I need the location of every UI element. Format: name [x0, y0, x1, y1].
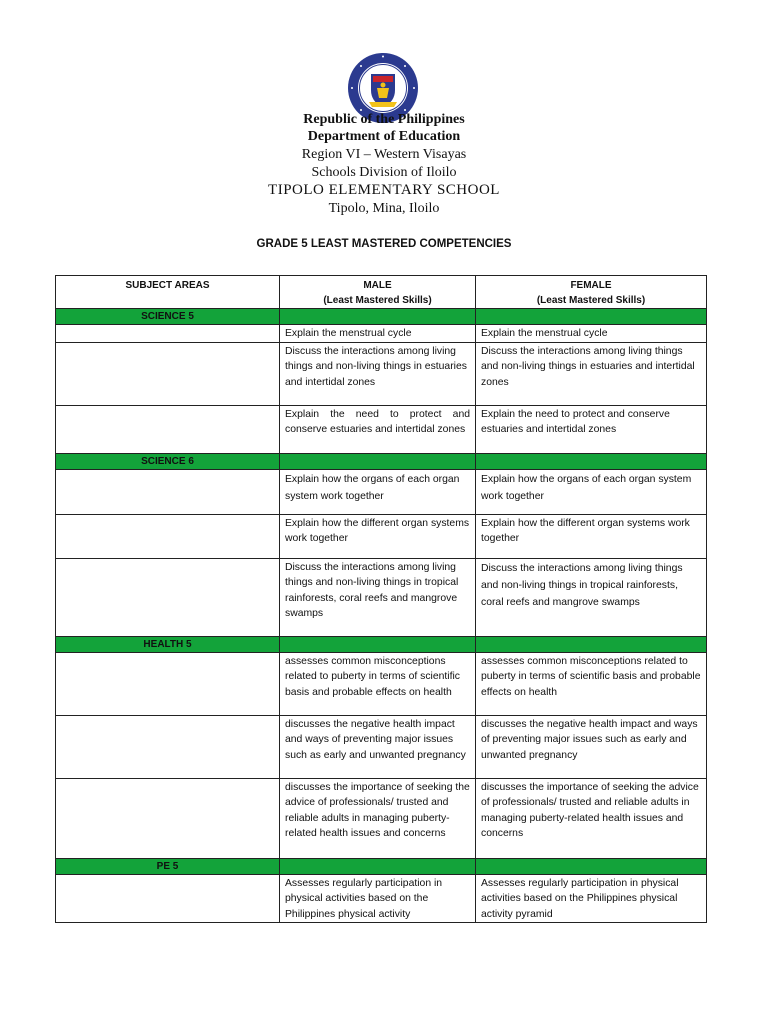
female-skill: Discuss the interactions among living things and non-living things in tropical rainforests, coral reefs and mangrove swamps: [476, 558, 707, 636]
school-name: TIPOLO ELEMENTARY SCHOOL: [268, 182, 500, 198]
section-label: SCIENCE 6: [56, 453, 280, 469]
table-row: [56, 514, 707, 558]
male-skill: assesses common misconceptions related to puberty in terms of scientific basis and probable effects on health: [280, 652, 476, 715]
table-header-row: [56, 276, 707, 309]
male-skill: Explain how the organs of each organ system work together: [280, 469, 476, 514]
division-line: Schools Division of Iloilo: [311, 165, 457, 180]
male-skill: discusses the negative health impact and ways of preventing major issues such as early and unwanted pregnancy: [280, 715, 476, 778]
table-row: [56, 325, 707, 343]
table-row: [56, 874, 707, 923]
region-line: Region VI – Western Visayas: [301, 147, 467, 162]
section-label: HEALTH 5: [56, 636, 280, 652]
section-row-health-5: [56, 636, 707, 652]
female-skill: Explain how the organs of each organ system work together: [476, 469, 707, 514]
table-row: [56, 405, 707, 453]
section-row-science-6: [56, 453, 707, 469]
school-address: Tipolo, Mina, Iloilo: [328, 201, 440, 216]
table-row: [56, 778, 707, 858]
header-subject-areas: SUBJECT AREAS: [56, 276, 280, 309]
female-skill: assesses common misconceptions related to puberty in terms of scientific basis and probable effects on health: [476, 652, 707, 715]
section-row-science-5: [56, 309, 707, 325]
republic-line: Republic of the Philippines: [303, 112, 465, 127]
header-female: FEMALE (Least Mastered Skills): [476, 276, 707, 309]
male-skill: Explain how the different organ systems work together: [280, 514, 476, 558]
section-label: SCIENCE 5: [56, 309, 280, 325]
header-male: MALE (Least Mastered Skills): [280, 276, 476, 309]
competencies-table: [55, 275, 707, 923]
male-skill: Explain the need to protect and conserve estuaries and intertidal zones: [280, 405, 476, 453]
female-skill: Discuss the interactions among living things and non-living things in estuaries and intertidal zones: [476, 342, 707, 405]
male-skill: discusses the importance of seeking the advice of professionals/ trusted and reliable adults in managing puberty-related health issues and concerns: [280, 778, 476, 858]
table-row: [56, 469, 707, 514]
section-row-pe-5: [56, 858, 707, 874]
department-line: Department of Education: [307, 129, 461, 144]
section-label: PE 5: [56, 858, 280, 874]
female-skill: discusses the importance of seeking the advice of professionals/ trusted and reliable adults in managing puberty-related health issues and concerns: [476, 778, 707, 858]
table-row: [56, 715, 707, 778]
table-row: [56, 652, 707, 715]
male-skill: Discuss the interactions among living things and non-living things in tropical rainforests, coral reefs and mangrove swamps: [280, 558, 476, 636]
male-skill: Discuss the interactions among living things and non-living things in estuaries and intertidal zones: [280, 342, 476, 405]
female-skill: Assesses regularly participation in physical activities based on the Philippines physical activity pyramid: [476, 874, 707, 923]
female-skill: Explain how the different organ systems work together: [476, 514, 707, 558]
table-row: [56, 342, 707, 405]
male-skill: Assesses regularly participation in physical activities based on the Philippines physical activity: [280, 874, 476, 923]
female-skill: discusses the negative health impact and ways of preventing major issues such as early and unwanted pregnancy: [476, 715, 707, 778]
male-skill: Explain the menstrual cycle: [280, 325, 476, 343]
female-skill: Explain the need to protect and conserve estuaries and intertidal zones: [476, 405, 707, 453]
document-title: GRADE 5 LEAST MASTERED COMPETENCIES: [256, 238, 512, 250]
female-skill: Explain the menstrual cycle: [476, 325, 707, 343]
table-row: [56, 558, 707, 636]
